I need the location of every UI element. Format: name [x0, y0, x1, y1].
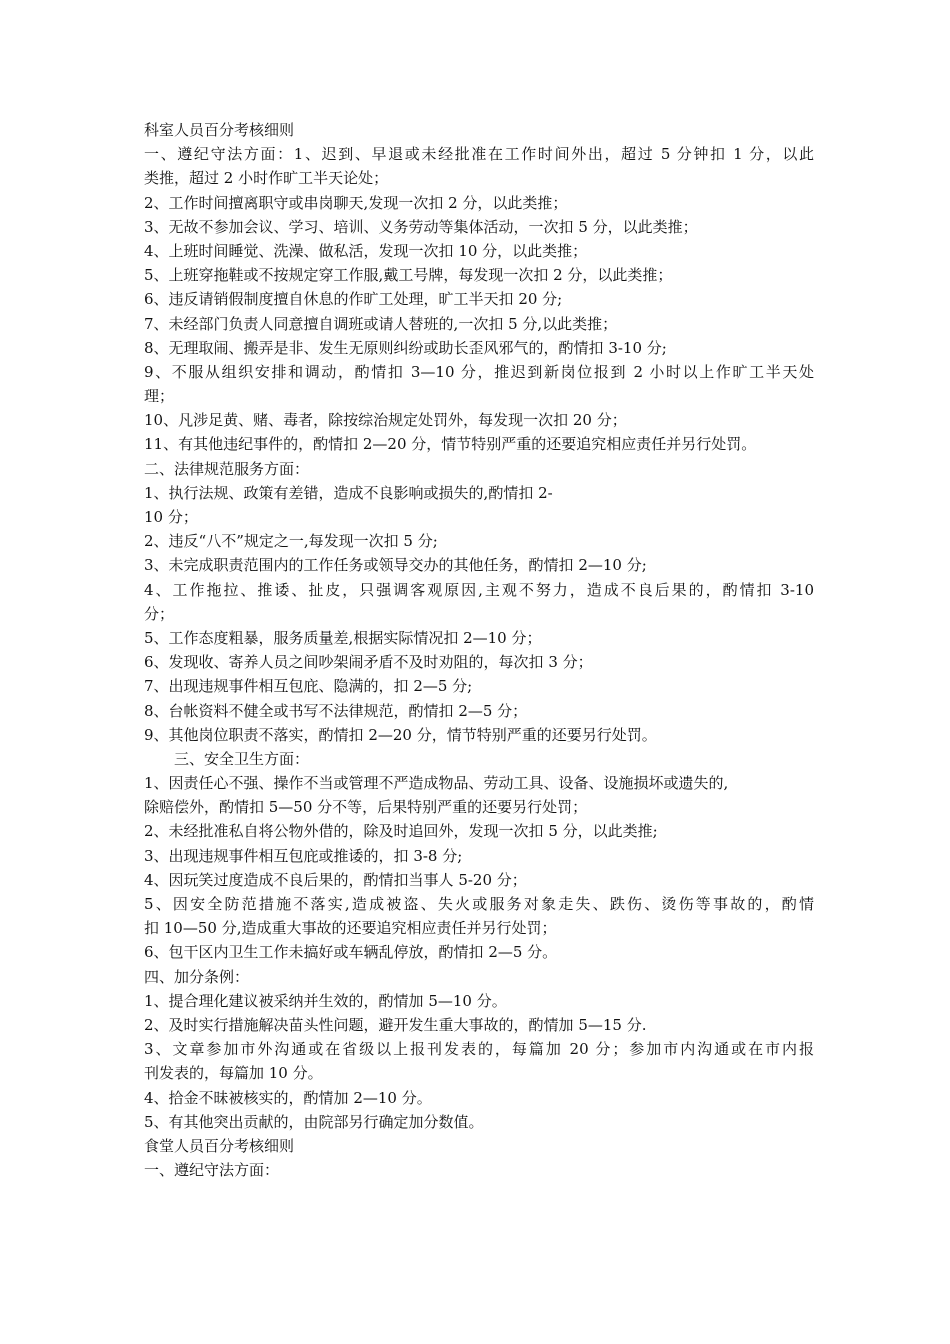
paragraph-line: 7、未经部门负责人同意擅自调班或请人替班的,一次扣 5 分,以此类推； — [144, 314, 618, 333]
paragraph-line: 7、出现违规事件相互包庇、隐满的，扣 2—5 分; — [144, 677, 473, 696]
section-heading: 四、加分条例： — [144, 967, 250, 986]
paragraph-line: 11、有其他违纪事件的，酌情扣 2—20 分，情节特别严重的还要追究相应责任并另行处罚。 — [144, 435, 757, 454]
paragraph-line: 1、执行法规、政策有差错，造成不良影响或损失的,酌情扣 2- — [144, 483, 553, 502]
paragraph-line: 2、违反“八不”规定之一,每发现一次扣 5 分; — [144, 532, 438, 551]
paragraph-line: 6、违反请销假制度擅自休息的作旷工处理，旷工半天扣 20 分; — [144, 290, 563, 309]
paragraph-line: 刊发表的，每篇加 10 分。 — [144, 1064, 323, 1083]
paragraph-line: 3、文章参加市外沟通或在省级以上报刊发表的，每篇加 20 分；参加市内沟通或在市内报 — [144, 1040, 814, 1059]
paragraph-line: 2、及时实行措施解决苗头性问题，避开发生重大事故的，酌情加 5—15 分. — [144, 1015, 647, 1034]
section-heading: 一、遵纪守法方面： — [144, 1161, 280, 1180]
paragraph-line: 2、工作时间擅离职守或串岗聊天,发现一次扣 2 分，以此类推； — [144, 193, 568, 212]
doc-title: 科室人员百分考核细则 — [144, 121, 295, 139]
paragraph-line: 1、因责任心不强、操作不当或管理不严造成物品、劳动工具、设备、设施损坏或遗失的, — [144, 774, 729, 793]
paragraph-line: 10 分； — [144, 508, 198, 526]
paragraph-line: 6、包干区内卫生工作未搞好或车辆乱停放，酌情扣 2—5 分。 — [144, 943, 558, 962]
paragraph-line: 10、凡涉足黄、赌、毒者，除按综治规定处罚外，每发现一次扣 20 分； — [144, 411, 627, 430]
paragraph-line: 扣 10—50 分,造成重大事故的还要追究相应责任并另行处罚； — [144, 919, 557, 938]
paragraph-line: 3、出现违规事件相互包庇或推诿的，扣 3-8 分; — [144, 846, 463, 865]
document-body — [144, 118, 814, 1182]
paragraph-line: 类推，超过 2 小时作旷工半天论处； — [144, 169, 389, 188]
paragraph-line: 分； — [144, 604, 175, 623]
paragraph-line: 5、有其他突出贡献的，由院部另行确定加分数值。 — [144, 1112, 484, 1131]
paragraph-line: 5、工作态度粗暴，服务质量差,根据实际情况扣 2—10 分； — [144, 628, 542, 647]
paragraph-line: 4、上班时间睡觉、洗澡、做私活，发现一次扣 10 分，以此类推； — [144, 241, 588, 260]
paragraph-line: 4、因玩笑过度造成不良后果的，酌情扣当事人 5-20 分； — [144, 870, 527, 889]
paragraph-line: 9、其他岗位职责不落实，酌情扣 2—20 分，情节特别严重的还要另行处罚。 — [144, 725, 657, 744]
paragraph-line: 4、拾金不昧被核实的，酌情加 2—10 分。 — [144, 1088, 432, 1107]
section-heading: 三、安全卫生方面： — [174, 749, 310, 768]
paragraph-line: 理； — [144, 387, 175, 406]
paragraph-line: 1、提合理化建议被采纳并生效的，酌情加 5—10 分。 — [144, 991, 507, 1010]
paragraph-line: 8、台帐资料不健全或书写不法律规范，酌情扣 2—5 分； — [144, 701, 528, 720]
paragraph-line: 3、无故不参加会议、学习、培训、义务劳动等集体活动，一次扣 5 分，以此类推； — [144, 217, 698, 236]
paragraph-line: 2、未经批准私自将公物外借的，除及时追回外，发现一次扣 5 分，以此类推; — [144, 822, 658, 841]
paragraph-line: 4、工作拖拉、推诿、扯皮，只强调客观原因,主观不努力，造成不良后果的，酌情扣 3-10 — [144, 580, 814, 599]
doc-title: 食堂人员百分考核细则 — [144, 1136, 295, 1155]
section-heading: 二、法律规范服务方面： — [144, 459, 310, 478]
paragraph-line: 3、未完成职责范围内的工作任务或领导交办的其他任务，酌情扣 2—10 分; — [144, 556, 647, 575]
paragraph-line: 6、发现收、寄养人员之间吵架闹矛盾不及时劝阻的，每次扣 3 分； — [144, 653, 593, 672]
paragraph-line: 除赔偿外，酌情扣 5—50 分不等，后果特别严重的还要另行处罚； — [144, 798, 588, 817]
paragraph-line: 5、因安全防范措施不落实,造成被盗、失火或服务对象走失、跌伤、烫伤等事故的，酌情 — [144, 895, 814, 913]
paragraph-line: 一、遵纪守法方面：1、迟到、早退或未经批准在工作时间外出，超过 5 分钟扣 1 分，以此 — [144, 145, 814, 164]
paragraph-line: 5、上班穿拖鞋或不按规定穿工作服,戴工号牌，每发现一次扣 2 分，以此类推； — [144, 266, 673, 285]
paragraph-line: 8、无理取闹、搬弄是非、发生无原则纠纷或助长歪风邪气的，酌情扣 3-10 分; — [144, 338, 667, 357]
paragraph-line: 9、不服从组织安排和调动，酌情扣 3—10 分，推迟到新岗位报到 2 小时以上作旷工半天处 — [144, 362, 814, 381]
